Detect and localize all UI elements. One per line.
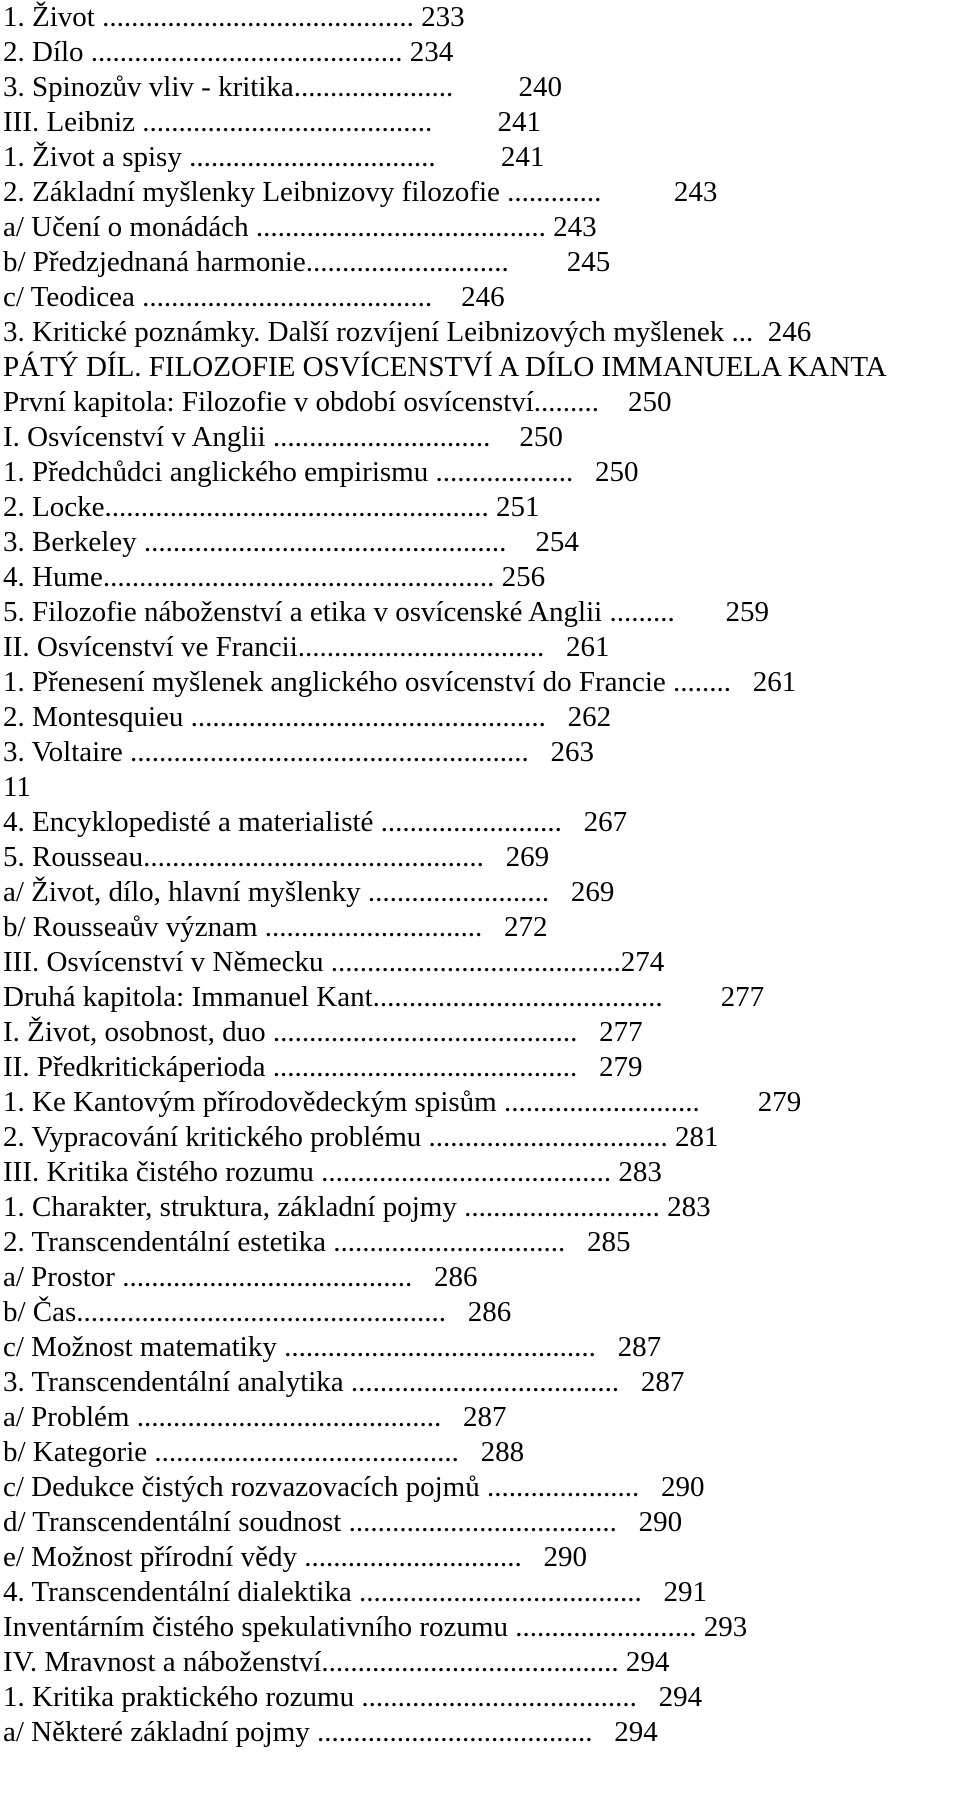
toc-line: 3. Transcendentální analytika ..................................... 287 bbox=[3, 1366, 685, 1398]
toc-line: 3. Kritické poznámky. Další rozvíjení Leibnizových myšlenek ... 246 bbox=[3, 316, 812, 348]
toc-line: 2. Transcendentální estetika ................................ 285 bbox=[3, 1226, 631, 1258]
toc-line: a/ Učení o monádách ........................................ 243 bbox=[3, 211, 597, 243]
toc-line: a/ Problém .......................................... 287 bbox=[3, 1401, 507, 1433]
toc-line: 4. Hume...................................................... 256 bbox=[3, 561, 546, 593]
toc-line: 2. Vypracování kritického problému ................................. 281 bbox=[3, 1121, 719, 1153]
toc-line: b/ Rousseaův význam .............................. 272 bbox=[3, 911, 548, 943]
toc-line: 4. Transcendentální dialektika ....................................... 291 bbox=[3, 1576, 707, 1608]
toc-line: IV. Mravnost a náboženství......................................... 294 bbox=[3, 1646, 670, 1678]
toc-line: 1. Život a spisy .................................. 241 bbox=[3, 141, 545, 173]
toc-line: 1. Charakter, struktura, základní pojmy ........................... 283 bbox=[3, 1191, 711, 1223]
toc-line: 3. Voltaire ....................................................... 263 bbox=[3, 736, 595, 768]
toc-line: 2. Locke..................................................... 251 bbox=[3, 491, 540, 523]
toc-line: b/ Čas................................................... 286 bbox=[3, 1296, 512, 1328]
toc-line: II. Předkritickáperioda .......................................... 279 bbox=[3, 1051, 643, 1083]
toc-line: III. Kritika čistého rozumu ........................................ 283 bbox=[3, 1156, 662, 1188]
toc-line: III. Leibniz ........................................ 241 bbox=[3, 106, 542, 138]
toc-line: 1. Předchůdci anglického empirismu ................... 250 bbox=[3, 456, 639, 488]
toc-line: I. Život, osobnost, duo .......................................... 277 bbox=[3, 1016, 643, 1048]
toc-line: c/ Dedukce čistých rozvazovacích pojmů ..................... 290 bbox=[3, 1471, 705, 1503]
page-number-marker: 11 bbox=[3, 771, 31, 803]
toc-line: II. Osvícenství ve Francii.................................. 261 bbox=[3, 631, 610, 663]
toc-line: 2. Základní myšlenky Leibnizovy filozofie ............. 243 bbox=[3, 176, 718, 208]
toc-line: b/ Předzjednaná harmonie............................ 245 bbox=[3, 246, 611, 278]
toc-line: a/ Prostor ........................................ 286 bbox=[3, 1261, 478, 1293]
toc-line: c/ Teodicea ........................................ 246 bbox=[3, 281, 505, 313]
toc-line: 1. Život ........................................... 233 bbox=[3, 1, 465, 33]
part-heading: PÁTÝ DÍL. FILOZOFIE OSVÍCENSTVÍ A DÍLO IMMANUELA KANTA bbox=[3, 351, 887, 383]
toc-line: 3. Spinozův vliv - kritika...................... 240 bbox=[3, 71, 563, 103]
toc-line: a/ Život, dílo, hlavní myšlenky ......................... 269 bbox=[3, 876, 615, 908]
toc-line: 2. Dílo ........................................... 234 bbox=[3, 36, 454, 68]
toc-line: III. Osvícenství v Německu ........................................274 bbox=[3, 946, 665, 978]
toc-line: 1. Kritika praktického rozumu ...................................... 294 bbox=[3, 1681, 703, 1713]
toc-line: 4. Encyklopedisté a materialisté ......................... 267 bbox=[3, 806, 628, 838]
toc-line: 1. Přenesení myšlenek anglického osvícenství do Francie ........ 261 bbox=[3, 666, 797, 698]
toc-line: I. Osvícenství v Anglii .............................. 250 bbox=[3, 421, 563, 453]
toc-line: 5. Filozofie náboženství a etika v osvícenské Anglii ......... 259 bbox=[3, 596, 769, 628]
toc-line: 2. Montesquieu ................................................. 262 bbox=[3, 701, 612, 733]
toc-line: 3. Berkeley .................................................. 254 bbox=[3, 526, 579, 558]
chapter-heading: Druhá kapitola: Immanuel Kant........................................ 277 bbox=[3, 981, 765, 1013]
toc-line: b/ Kategorie .......................................... 288 bbox=[3, 1436, 525, 1468]
toc-line: d/ Transcendentální soudnost ..................................... 290 bbox=[3, 1506, 683, 1538]
toc-line: c/ Možnost matematiky ........................................... 287 bbox=[3, 1331, 662, 1363]
toc-line: e/ Možnost přírodní vědy .............................. 290 bbox=[3, 1541, 587, 1573]
toc-line: Inventárním čistého spekulativního rozumu ......................... 293 bbox=[3, 1611, 748, 1643]
toc-line: 5. Rousseau............................................... 269 bbox=[3, 841, 550, 873]
toc-line: a/ Některé základní pojmy ...................................... 294 bbox=[3, 1716, 658, 1748]
chapter-heading: První kapitola: Filozofie v období osvícenství......... 250 bbox=[3, 386, 672, 418]
toc-line: 1. Ke Kantovým přírodovědeckým spisům ........................... 279 bbox=[3, 1086, 802, 1118]
